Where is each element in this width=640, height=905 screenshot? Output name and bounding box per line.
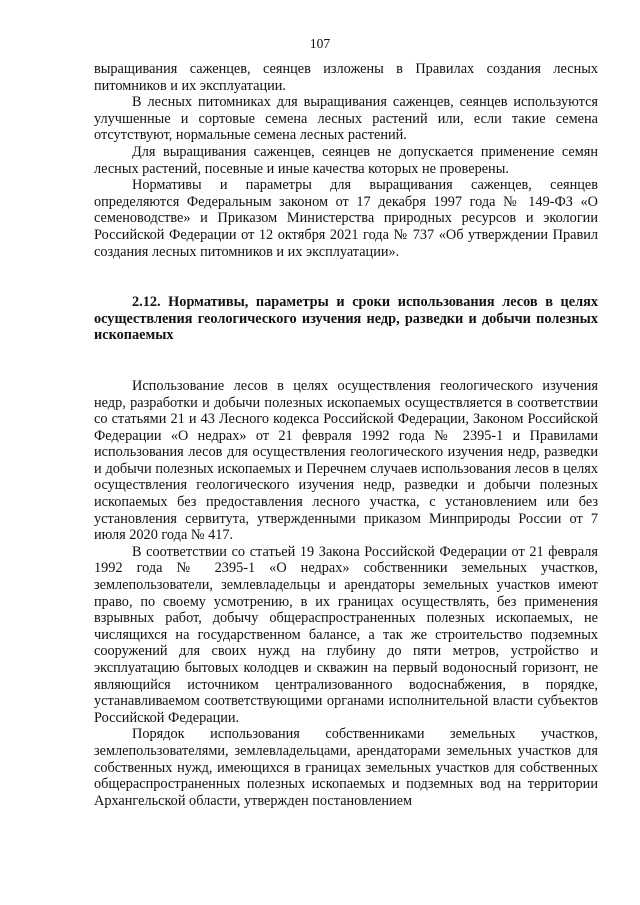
paragraph: Порядок использования собственниками земельных участков, землепользователями, землевладельцами, арендаторами земельных участков для собственных нужд, имеющихся в границах земельных участков для собственных общераспространенных полезных ископаемых и подземных вод на территории Архангельской области, утвержден постановлением [94,726,598,809]
paragraph: В лесных питомниках для выращивания саженцев, сеянцев используются улучшенные и сортовые семена лесных растений или, если такие семена отсутствуют, нормальные семена лесных растений. [94,94,598,144]
page-number: 107 [309,36,331,51]
paragraph: Использование лесов в целях осуществления геологического изучения недр, разработки и добычи полезных ископаемых осуществляется в соответствии со статьями 21 и 43 Лесного кодекса Российской Федерации, Законом Российской Федерации «О недрах» от 21 февраля 1992 года № 2395-1 и Правилами использования лесов для осуществления геологического изучения недр, разведки и добычи полезных ископаемых и Перечнем случаев использования лесов в целях осуществления геологического изучения недр, разведки и добычи полезных ископаемых без предоставления лесного участка, с установлением или без установления сервитута, утвержденными приказом Минприроды России от 7 июля 2020 года № 417. [94,377,598,544]
spacer [94,344,598,378]
paragraph: Для выращивания саженцев, сеянцев не допускается применение семян лесных растений, посевные и иные качества которых не проверены. [94,143,598,177]
paragraph: В соответствии со статьей 19 Закона Российской Федерации от 21 февраля 1992 года № 2395-1 «О недрах» собственники земельных участков, землепользователи, землевладельцы и арендаторы земельных участков имеют право, по своему усмотрению, в их границах осуществлять, без применения взрывных работ, добычу общераспространенных полезных ископаемых, не числящихся на государственном балансе, а так же строительство подземных сооружений для своих нужд на глубину до пяти метров, устройство и эксплуатацию бытовых колодцев и скважин на первый водоносный горизонт, не являющийся источником централизованного водоснабжения, в порядке, устанавливаемом соответствующими органами исполнительной власти субъектов Российской Федерации. [94,543,598,726]
page-content [94,61,598,809]
section-heading: 2.12. Нормативы, параметры и сроки использования лесов в целях осуществления геологического изучения недр, разведки и добычи полезных ископаемых [94,294,598,344]
paragraph: Нормативы и параметры для выращивания саженцев, сеянцев определяются Федеральным законом от 17 декабря 1997 года № 149-ФЗ «О семеноводстве» и Приказом Министерства природных ресурсов и экологии Российской Федерации от 12 октября 2021 года № 737 «Об утверждении Правил создания лесных питомников и их эксплуатации». [94,177,598,260]
paragraph: выращивания саженцев, сеянцев изложены в Правилах создания лесных питомников и их эксплуатации. [94,61,598,94]
